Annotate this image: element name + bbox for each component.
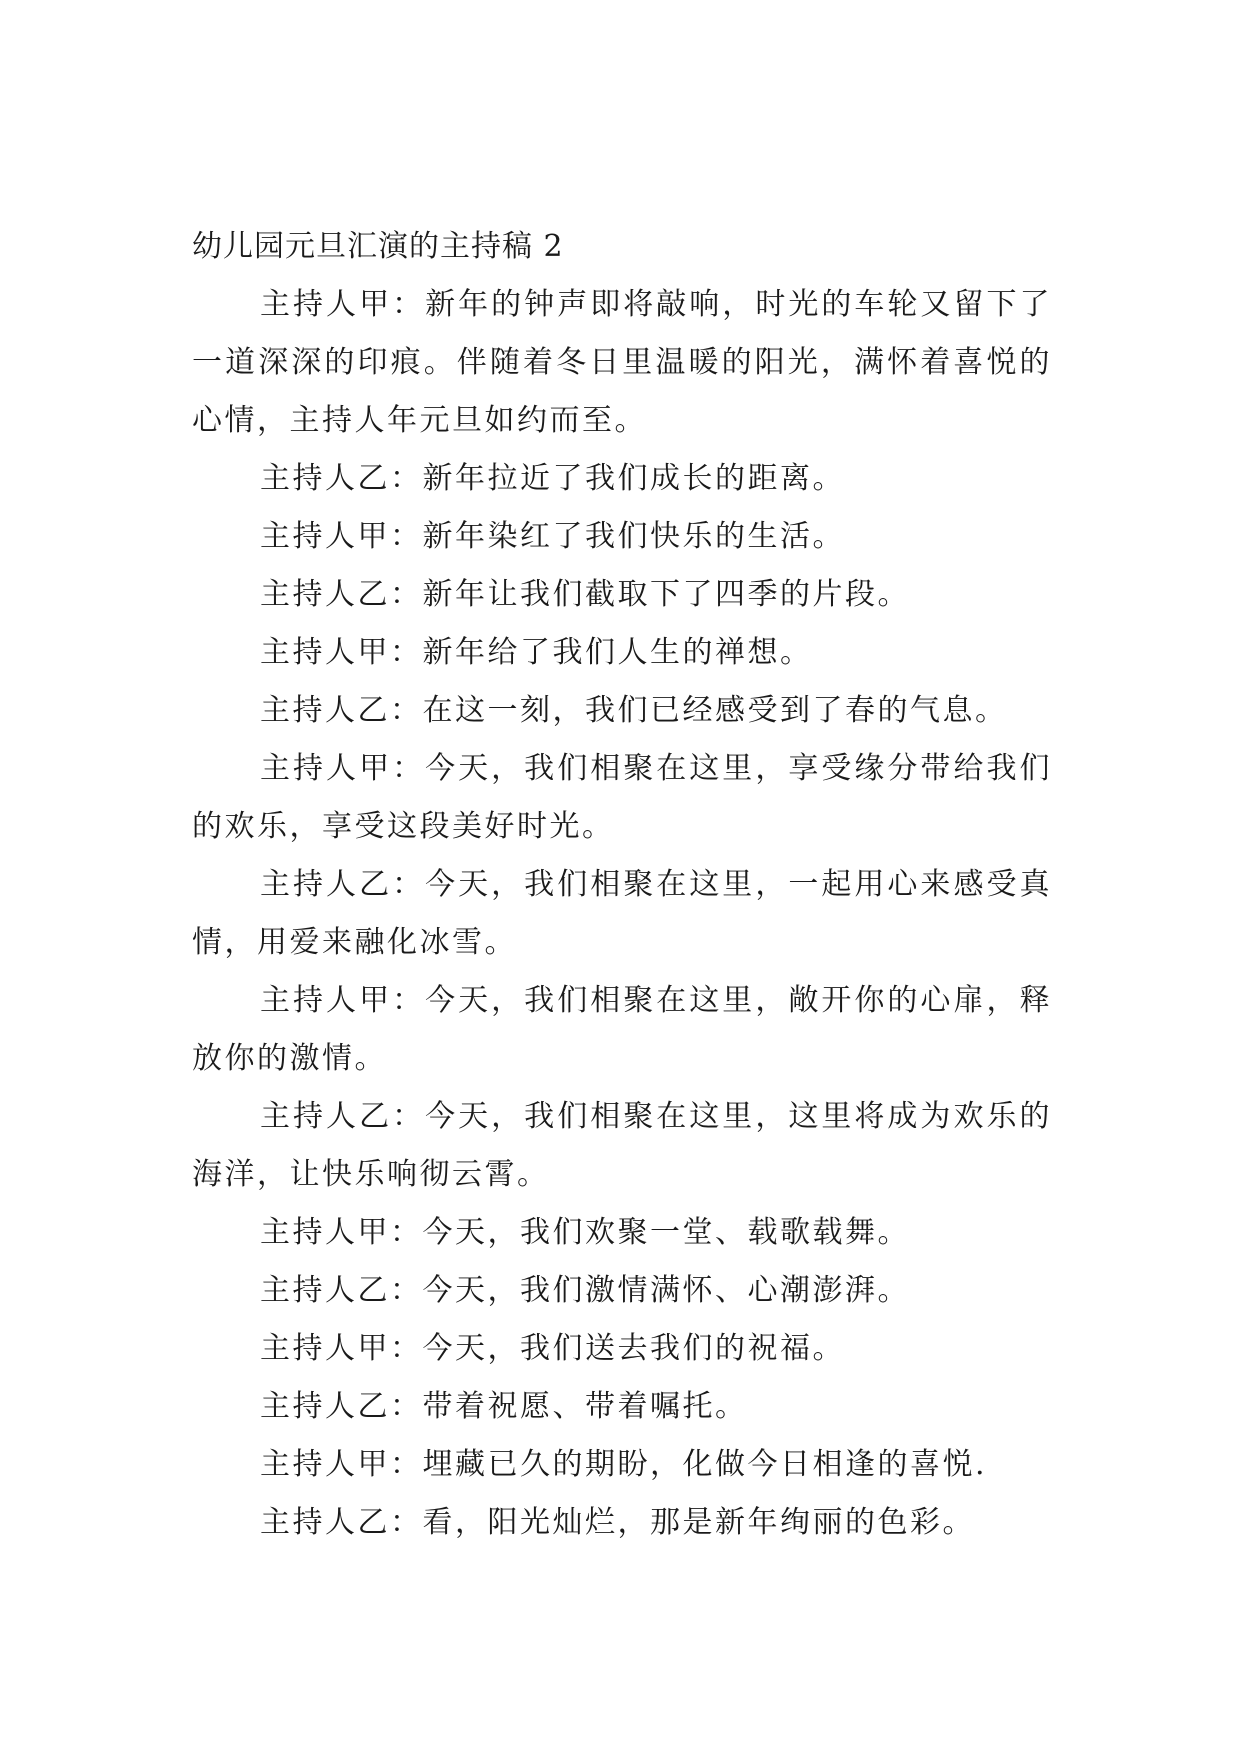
paragraph: 主持人甲：今天，我们送去我们的祝福。: [260, 1331, 845, 1366]
paragraph: 主持人甲：埋藏已久的期盼，化做今日相逢的喜悦.: [260, 1447, 988, 1482]
paragraph: 主持人甲：新年的钟声即将敲响，时光的车轮又留下了一道深深的印痕。伴随着冬日里温暖的阳光，满怀着喜悦的心情，主持人年元旦如约而至。: [192, 287, 1052, 438]
paragraph: 主持人乙：看，阳光灿烂，那是新年绚丽的色彩。: [260, 1505, 975, 1540]
paragraph: 主持人甲：今天，我们欢聚一堂、载歌载舞。: [260, 1215, 910, 1250]
document-title: 幼儿园元旦汇演的主持稿 2: [192, 229, 564, 264]
paragraph: 主持人乙：新年让我们截取下了四季的片段。: [260, 577, 910, 612]
paragraph: 主持人乙：今天，我们相聚在这里，一起用心来感受真情，用爱来融化冰雪。: [192, 867, 1052, 960]
paragraph: 主持人甲：新年给了我们人生的禅想。: [260, 635, 813, 670]
paragraph: 主持人甲：今天，我们相聚在这里，敞开你的心扉，释放你的激情。: [192, 983, 1052, 1076]
document-body: [192, 218, 1052, 1552]
paragraph: 主持人乙：今天，我们激情满怀、心潮澎湃。: [260, 1273, 910, 1308]
paragraph: 主持人乙：今天，我们相聚在这里，这里将成为欢乐的海洋，让快乐响彻云霄。: [192, 1099, 1052, 1192]
paragraph: 主持人甲：今天，我们相聚在这里，享受缘分带给我们的欢乐，享受这段美好时光。: [192, 751, 1052, 844]
paragraph: 主持人乙：在这一刻，我们已经感受到了春的气息。: [260, 693, 1008, 728]
paragraph: 主持人乙：带着祝愿、带着嘱托。: [260, 1389, 748, 1424]
paragraph: 主持人乙：新年拉近了我们成长的距离。: [260, 461, 845, 496]
paragraph: 主持人甲：新年染红了我们快乐的生活。: [260, 519, 845, 554]
